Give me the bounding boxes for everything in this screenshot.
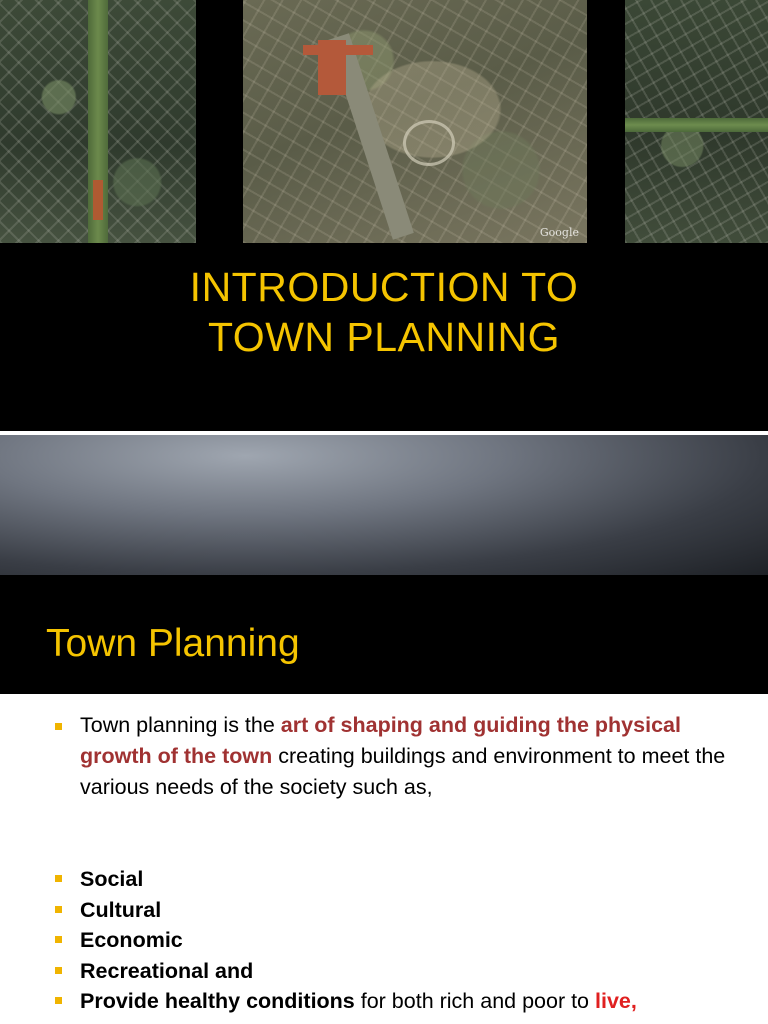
map-watermark: Google bbox=[539, 226, 579, 239]
title-line-1: INTRODUCTION TO bbox=[189, 264, 579, 310]
bullet-icon bbox=[55, 875, 62, 882]
title-line-2: TOWN PLANNING bbox=[208, 314, 560, 360]
slide-2-title: Town Planning bbox=[46, 622, 300, 665]
paragraph-highlight: art of shaping and guiding the physical growth of the town bbox=[80, 713, 681, 768]
item-red-text: live, bbox=[595, 989, 637, 1013]
title-bar bbox=[0, 575, 768, 694]
building-block bbox=[318, 40, 346, 95]
bullet-icon bbox=[55, 936, 62, 943]
gradient-banner bbox=[0, 435, 768, 575]
slide-1 bbox=[0, 0, 768, 432]
satellite-image-right bbox=[625, 0, 768, 243]
bullet-icon bbox=[55, 967, 62, 974]
satellite-image-left bbox=[0, 0, 196, 243]
bullet-icon bbox=[55, 723, 62, 730]
roundabout bbox=[403, 120, 455, 166]
list-item-healthy-conditions bbox=[80, 986, 637, 1016]
slide-2 bbox=[0, 435, 768, 1024]
intro-paragraph bbox=[80, 710, 730, 803]
list-item-cultural: Cultural bbox=[80, 898, 162, 922]
list-item-economic: Economic bbox=[80, 928, 183, 952]
slide-body bbox=[0, 694, 768, 1024]
green-band bbox=[625, 118, 768, 132]
bullet-icon bbox=[55, 997, 62, 1004]
list-item-social: Social bbox=[80, 867, 144, 891]
bullet-icon bbox=[55, 906, 62, 913]
monument-marker bbox=[93, 180, 103, 220]
paragraph-prefix: Town planning is the bbox=[80, 713, 281, 737]
item-plain-text: for both rich and poor to bbox=[354, 989, 595, 1013]
paragraph-suffix: creating buildings and environment to meet the various needs of the society such as, bbox=[80, 744, 726, 799]
slide-1-title bbox=[0, 262, 768, 362]
list-item-recreational: Recreational and bbox=[80, 959, 254, 983]
item-bold-text: Provide healthy conditions bbox=[80, 989, 355, 1013]
satellite-image-center bbox=[243, 0, 587, 243]
